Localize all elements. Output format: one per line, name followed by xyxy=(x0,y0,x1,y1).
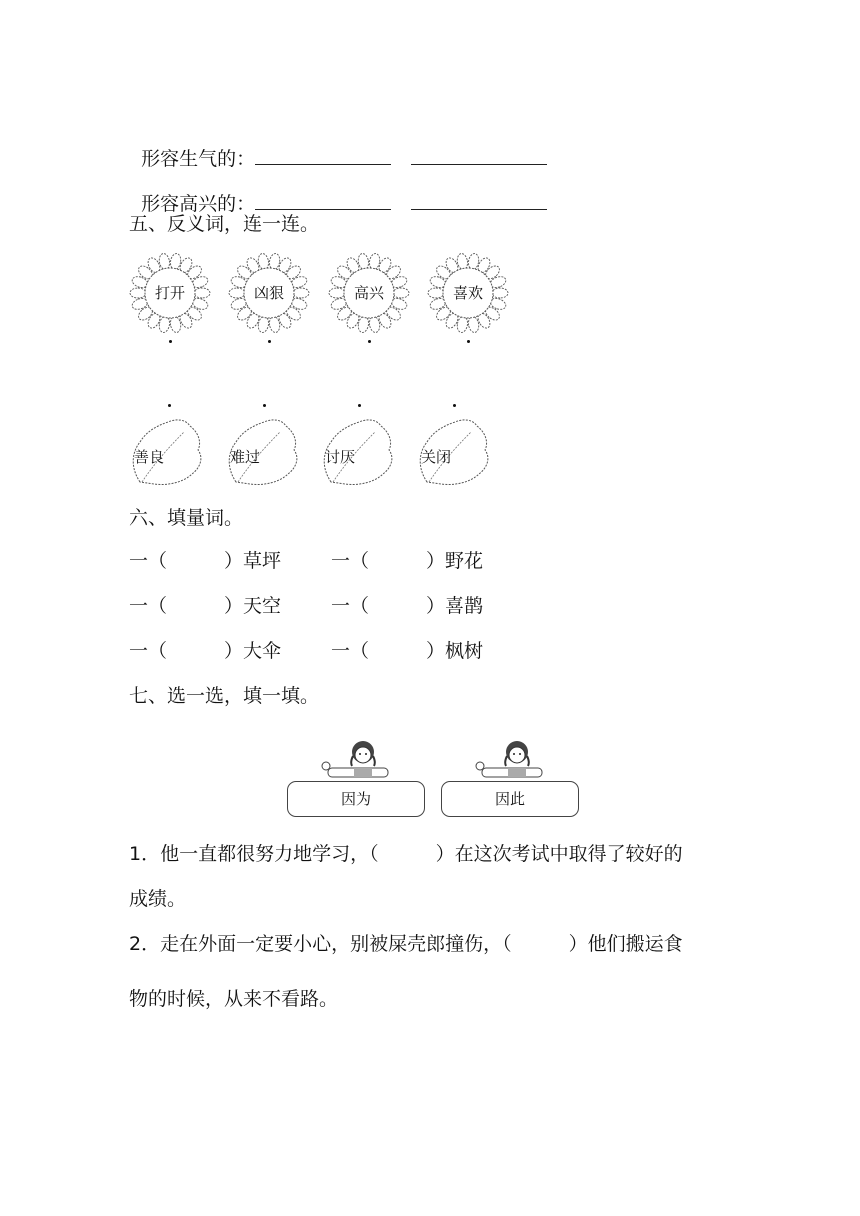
describe-line-happy xyxy=(129,167,547,216)
measure-word-item: 一（ ）野花 xyxy=(331,550,484,572)
describe-label: 形容高兴的： xyxy=(141,193,256,215)
flower-word: 打开 xyxy=(154,284,185,302)
answer-blank[interactable] xyxy=(411,146,547,165)
leaf-word-card xyxy=(224,412,302,490)
flower-word-card xyxy=(129,252,211,334)
question-1-line1: 1．他一直都很努力地学习，（ ）在这次考试中取得了较好的 xyxy=(129,843,683,865)
match-dot[interactable] xyxy=(368,340,371,343)
match-dot[interactable] xyxy=(168,404,171,407)
answer-blank[interactable] xyxy=(255,146,391,165)
flower-word: 凶狠 xyxy=(253,284,284,302)
describe-label: 形容生气的： xyxy=(141,148,256,170)
match-dot[interactable] xyxy=(453,404,456,407)
section7-title: 七、选一选，填一填。 xyxy=(129,685,320,707)
option-card-yinci: 因此 xyxy=(441,781,579,817)
describe-line-angry xyxy=(129,122,547,171)
leaf-word: 讨厌 xyxy=(325,448,356,466)
measure-word-item: 一（ ）枫树 xyxy=(331,640,484,662)
leaf-word-card xyxy=(128,412,206,490)
measure-word-item: 一（ ）天空 xyxy=(129,595,282,617)
measure-word-item: 一（ ）草坪 xyxy=(129,550,282,572)
flower-word-card xyxy=(427,252,509,334)
leaf-word: 难过 xyxy=(230,448,261,466)
answer-blank[interactable] xyxy=(411,191,547,210)
measure-word-item: 一（ ）大伞 xyxy=(129,640,282,662)
flower-word-card xyxy=(328,252,410,334)
match-dot[interactable] xyxy=(263,404,266,407)
option-card-yinwei: 因为 xyxy=(287,781,425,817)
section5-title: 五、反义词，连一连。 xyxy=(129,213,320,235)
answer-blank[interactable] xyxy=(255,191,391,210)
question-2-line1: 2．走在外面一定要小心，别被屎壳郎撞伤，（ ）他们搬运食 xyxy=(129,933,683,955)
question-2-line2: 物的时候，从来不看路。 xyxy=(129,988,339,1010)
leaf-word-card xyxy=(415,412,493,490)
match-dot[interactable] xyxy=(358,404,361,407)
flower-word: 喜欢 xyxy=(452,284,483,302)
leaf-word: 善良 xyxy=(134,448,165,466)
match-dot[interactable] xyxy=(169,340,172,343)
flower-word: 高兴 xyxy=(353,284,384,302)
match-dot[interactable] xyxy=(467,340,470,343)
section6-title: 六、填量词。 xyxy=(129,507,244,529)
leaf-word: 关闭 xyxy=(421,448,452,466)
question-1-line2: 成绩。 xyxy=(129,888,187,910)
measure-word-item: 一（ ）喜鹊 xyxy=(331,595,484,617)
match-dot[interactable] xyxy=(268,340,271,343)
flower-word-card xyxy=(228,252,310,334)
leaf-word-card xyxy=(319,412,397,490)
